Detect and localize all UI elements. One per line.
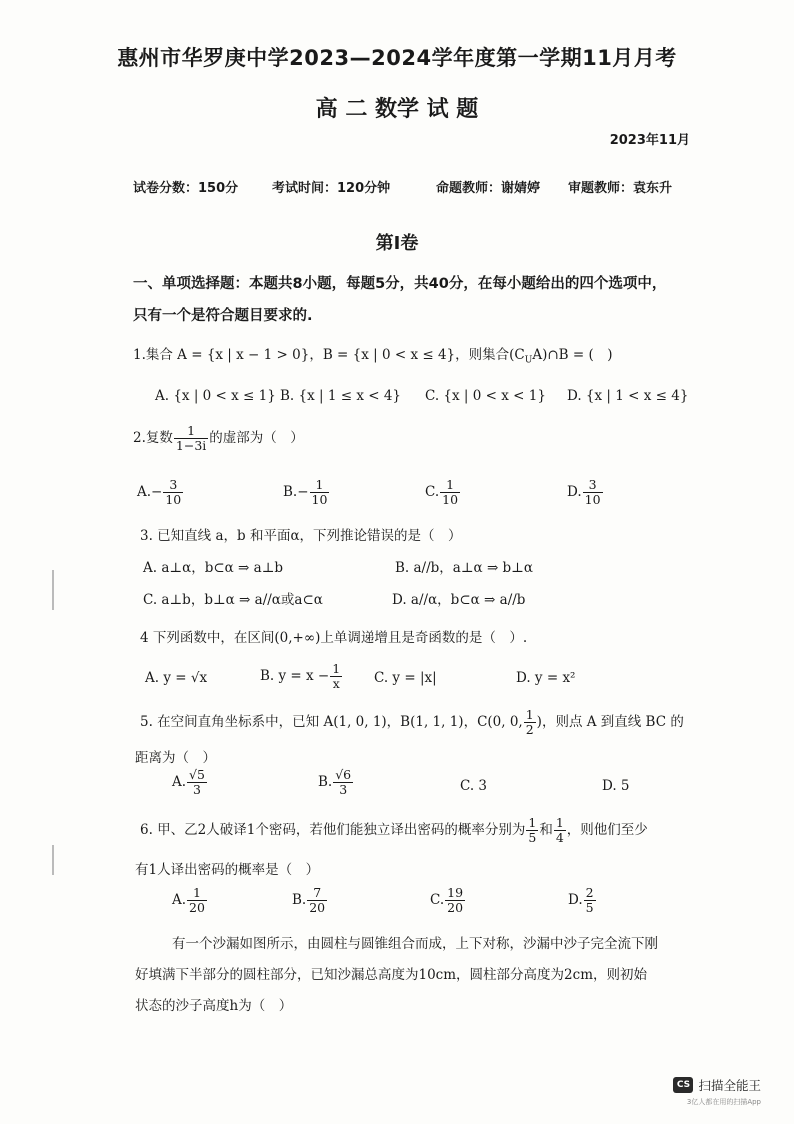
q6-option-c: C. $\frac{19}{20}$	[430, 885, 464, 915]
question-6-line2: 有1人译出密码的概率是（ ）	[135, 862, 320, 878]
scan-artifact	[52, 570, 54, 610]
q2-option-a: A.− $\frac{3}{10}$	[137, 477, 182, 507]
q6-option-b: B. $\frac{7}{20}$	[292, 885, 326, 915]
q1-option-c: C. {x | 0 < x < 1}	[425, 388, 546, 404]
question-5-line2: 距离为（ ）	[135, 750, 216, 766]
q5-option-d: D. 5	[602, 778, 630, 794]
q1-option-a: A. {x | 0 < x ≤ 1}	[155, 388, 276, 404]
question-4: 4 下列函数中，在区间(0,+∞)上单调递增且是奇函数的是（ ）.	[140, 630, 528, 646]
scanner-logo-icon: CS	[673, 1077, 693, 1093]
q1-option-d: D. {x | 1 < x ≤ 4}	[567, 388, 689, 404]
question-7-line2: 好填满下半部分的圆柱部分，已知沙漏总高度为10cm，圆柱部分高度为2cm，则初始	[135, 967, 647, 983]
q5-option-b: B. $\frac{√6}{3}$	[318, 767, 352, 797]
question-6: 6. 甲、乙2人破译1个密码，若他们能独立译出密码的概率分别为 $\frac{1}{5}$ 和 $\frac{1}{4}$ ，则他们至少	[140, 815, 648, 845]
q3-option-a: A. a⊥α，b⊂α ⇒ a⊥b	[143, 560, 284, 576]
question-7-line3: 状态的沙子高度h为（ ）	[135, 998, 293, 1014]
q2-option-c: C. $\frac{1}{10}$	[425, 477, 459, 507]
time-info: 考试时间：120分钟	[272, 181, 391, 196]
q4-option-a: A. y = √x	[145, 670, 208, 686]
question-3: 3. 已知直线 a，b 和平面α，下列推论错误的是（ ）	[140, 528, 462, 544]
scanner-watermark	[673, 1076, 761, 1094]
q2-option-d: D. $\frac{3}{10}$	[567, 477, 601, 507]
q2-fraction: $\frac{1}{1-3i}$	[175, 423, 207, 453]
question-2: 2.复数 $\frac{1}{1-3i}$ 的虚部为（ ）	[133, 423, 304, 453]
q4-option-d: D. y = x²	[516, 670, 576, 686]
q3-option-d: D. a//α，b⊂α ⇒ a//b	[392, 592, 526, 608]
q6-option-d: D. $\frac{2}{5}$	[568, 885, 594, 915]
score-info: 试卷分数：150分	[133, 181, 239, 196]
volume-heading: 第Ⅰ卷	[375, 233, 419, 254]
question-7-line1: 有一个沙漏如图所示，由圆柱与圆锥组合而成，上下对称，沙漏中沙子完全流下刚	[172, 936, 658, 952]
reviewer-info: 审题教师：袁东升	[568, 181, 673, 196]
scanner-name: 扫描全能王	[698, 1078, 761, 1093]
section-instructions-line2: 只有一个是符合题目要求的.	[133, 308, 313, 324]
q5-option-c: C. 3	[460, 778, 488, 794]
q3-option-c: C. a⊥b，b⊥α ⇒ a//α或a⊂α	[143, 592, 323, 608]
q1-option-b: B. {x | 1 ≤ x < 4}	[280, 388, 402, 404]
q4-option-b: B. y = x − $\frac{1}{x}$	[260, 661, 341, 691]
q6-option-a: A. $\frac{1}{20}$	[172, 885, 205, 915]
q3-option-b: B. a//b，a⊥α ⇒ b⊥α	[395, 560, 533, 576]
section-instructions-line1: 一、单项选择题：本题共8小题，每题5分，共40分，在每小题给出的四个选项中，	[133, 276, 667, 292]
scanner-tagline: 3亿人都在用的扫描App	[686, 1098, 761, 1106]
q4-option-c: C. y = |x|	[374, 670, 437, 686]
q2-option-b: B.− $\frac{1}{10}$	[283, 477, 328, 507]
question-5: 5. 在空间直角坐标系中，已知 A(1, 0, 1)，B(1, 1, 1)，C(0, 0, $\frac{1}{2}$ )，则点 A 到直线 BC 的	[140, 707, 684, 737]
scan-artifact	[52, 845, 54, 875]
exam-subtitle: 高 二 数学 试 题	[315, 97, 479, 122]
q5-option-a: A. $\frac{√5}{3}$	[172, 767, 205, 797]
author-info: 命题教师：谢婧婷	[436, 181, 541, 196]
exam-title: 惠州市华罗庚中学2023—2024学年度第一学期11月月考	[117, 46, 677, 70]
exam-date: 2023年11月	[609, 133, 690, 148]
question-1: 1.集合 A = {x | x − 1 > 0}，B = {x | 0 < x ≤ 4}，则集合$(C_UA)\cap B$ = ( )	[133, 347, 613, 366]
